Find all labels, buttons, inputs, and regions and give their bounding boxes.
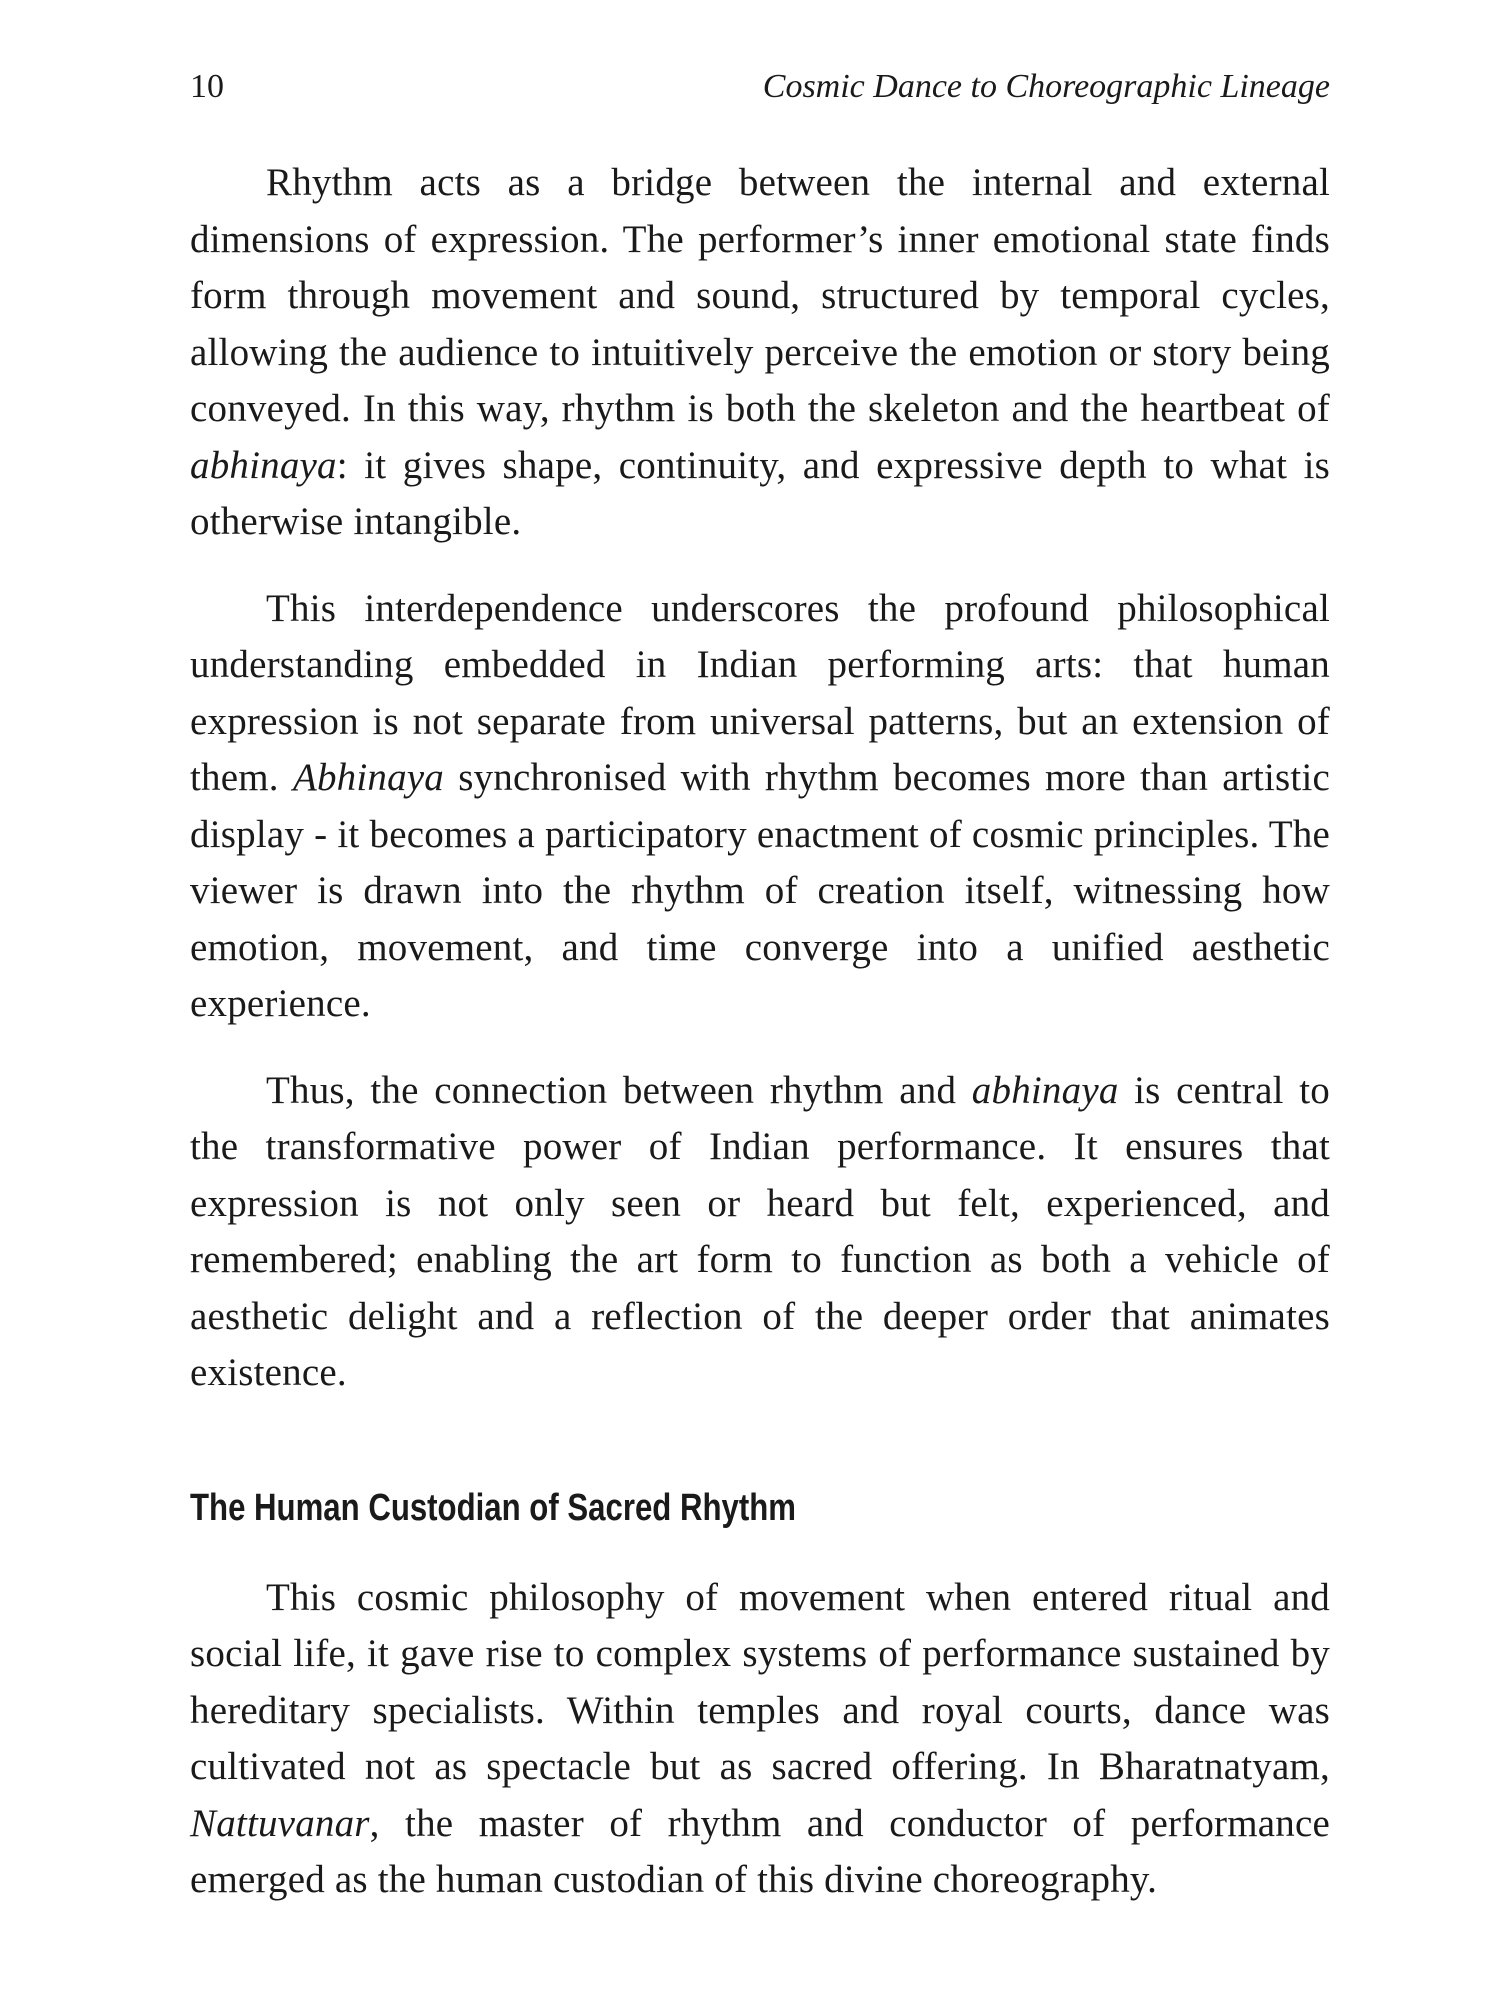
body-text (190, 155, 1330, 1939)
section-heading: The Human Custodian of Sacred Rhythm (190, 1486, 796, 1529)
italic-term: Abhinaya (292, 756, 445, 799)
italic-term: Nattuvanar (190, 1801, 370, 1845)
paragraph-text: This cosmic philosophy of movement when entered ritual and social life, it gave rise to complex systems of performance sustained by hereditary specialists. Within temples and royal courts, dance was cultivated not as spectacle but as sacred offering. In Bharatnatyam, (190, 1575, 1330, 1788)
paragraph-text: is central to the transformative power of Indian performance. It ensures that expression is not only seen or heard but felt, experienced, and remembered; enabling the art form to function as both a vehicle of aesthetic delight and a reflection of the deeper order that animates existence. (190, 1068, 1330, 1394)
paragraph-text: This interdependence underscores the profound philosophical understanding embedded in Indian performing arts: that human expression is not separate from universal patterns, but an extension of them. (190, 586, 1330, 799)
paragraph-interdependence (190, 581, 1330, 1033)
paragraph-text: : it gives shape, continuity, and expressive depth to what is otherwise intangible. (190, 443, 1330, 543)
paragraph-connection (190, 1063, 1330, 1402)
italic-term: abhinaya (971, 1068, 1119, 1112)
running-title: Cosmic Dance to Choreographic Lineage (762, 68, 1330, 105)
running-header (190, 62, 1330, 112)
paragraph-rhythm-bridge (190, 155, 1330, 551)
italic-term: abhinaya (190, 443, 337, 487)
paragraph-cosmic-philosophy (190, 1570, 1330, 1909)
paragraph-text: Rhythm acts as a bridge between the internal and external dimensions of expression. The performer’s inner emotional state finds form through movement and sound, structured by temporal cycles, allowing the audience to intuitively perceive the emotion or story being conveyed. In this way, rhythm is both the skeleton and the heartbeat of (190, 161, 1330, 430)
paragraph-text: , the master of rhythm and conductor of performance emerged as the human custodian of this divine choreography. (190, 1801, 1330, 1901)
paragraph-text: Thus, the connection between rhythm and (266, 1068, 972, 1112)
paragraph-text: synchronised with rhythm becomes more than artistic display - it becomes a participatory enactment of cosmic principles. The viewer is drawn into the rhythm of creation itself, witnessing how emotion, movement, and time converge into a unified aesthetic experience. (190, 756, 1330, 1025)
page-number: 10 (190, 68, 224, 105)
